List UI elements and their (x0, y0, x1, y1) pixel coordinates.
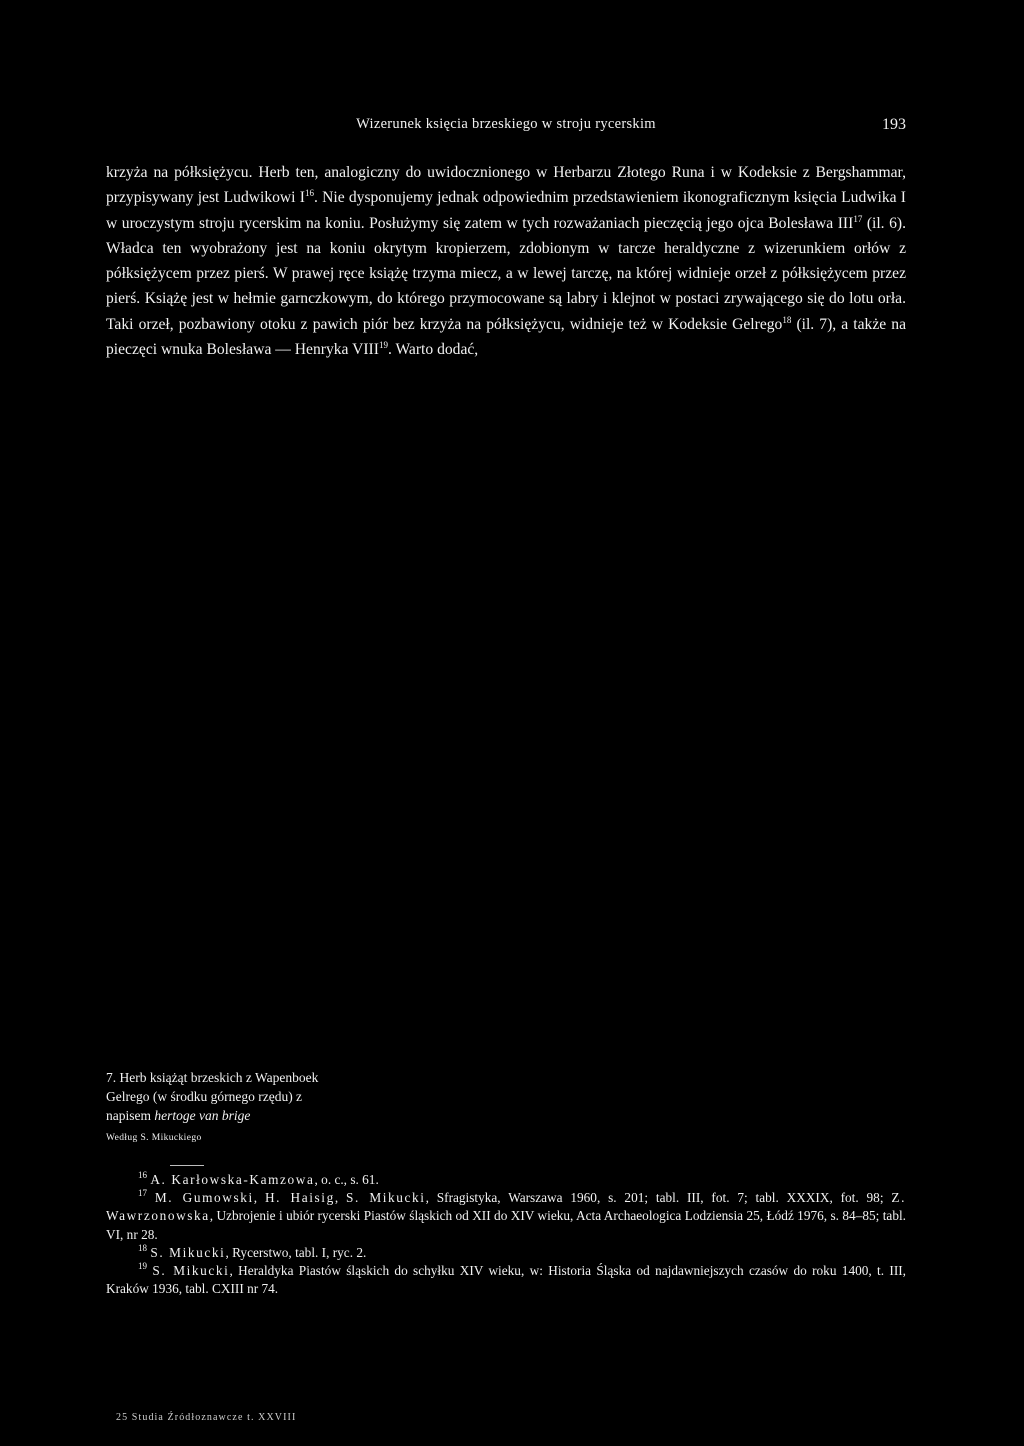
body-text-segment: krzyża na półksiężycu. Herb ten, analogiczny do uwidocznionego w Herbarzu Złotego Runa i w Kodeksie z Bergshammar, przypisywany jest Ludwikowi I (106, 164, 906, 207)
footnote-17 (106, 1189, 906, 1244)
footnote-text: , Heraldyka Piastów śląskich do schyłku XIV wieku, w: Historia Śląska od najdawniejszych czasów do roku 1400, t. III, Kraków 1936, tabl. CXIII nr 74. (106, 1263, 907, 1297)
footnote-number: 17 (138, 1188, 147, 1199)
body-text-segment: . Warto dodać, (387, 341, 479, 359)
footnote-16 (106, 1171, 906, 1189)
footnote-number: 16 (138, 1170, 147, 1180)
footnote-number: 18 (138, 1242, 147, 1253)
body-text-segment: (il. 6). Władca ten wyobrażony jest na koniu okrytym kropierzem, zdobionym w tarcze heraldyczne z wizerunkiem orłów z półksiężycem przez pierś. W prawej ręce książę trzyma miecz, a w lewej tarczę, na której widnieje orzeł z półksiężycem przez pierś. Książę jest w hełmie garnczkowym, do którego przymocowane są labry i klejnot w postaci zrywającego się do lotu orła. Taki orzeł, pozbawiony otoku z pawich piór bez krzyża na półksiężycu, widnieje też w Kodeksie Gelrego (106, 214, 906, 333)
body-text (106, 160, 906, 362)
footnotes (106, 1171, 906, 1298)
footnote-text: , Uzbrojenie i ubiór rycerski Piastów śląskich od XII do XIV wieku, Acta Archaeologica Lodziensia 25, Łódź 1976, s. 84–85; tabl. VI, nr 28. (106, 1208, 906, 1242)
footnote-author: S. Mikucki (150, 1244, 226, 1260)
body-paragraph (106, 160, 906, 362)
caption-text (106, 1068, 346, 1125)
footnote-author: Z. Wawrzonowska (106, 1190, 907, 1224)
footnote-author: M. Gumowski (154, 1190, 254, 1206)
footnote-author: S. Mikucki (345, 1190, 426, 1206)
footnote-ref-17: 17 (853, 213, 863, 224)
page-number: 193 (882, 116, 906, 133)
footnote-ref-16: 16 (304, 188, 314, 199)
footnote-separator: , (253, 1190, 265, 1206)
footnote-separator: , (334, 1190, 346, 1206)
caption-inscription: hertoge van brige (154, 1108, 251, 1123)
footnote-ref-18: 18 (782, 314, 792, 325)
caption-main: 7. Herb książąt brzeskich z Wapenboek Gelrego (w środku górnego rzędu) z napisem (106, 1070, 319, 1123)
footnote-text: , o. c., s. 61. (314, 1172, 379, 1187)
footnote-ref-19: 19 (378, 340, 388, 351)
caption-credit: Według S. Mikuckiego (106, 1133, 202, 1143)
footnote-author: S. Mikucki (152, 1263, 230, 1279)
body-text-segment: . Nie dysponujemy jednak odpowiednim przedstawieniem ikonograficznym księcia Ludwika I w uroczystym stroju rycerskim na koniu. Posłużymy się zatem w tych rozważaniach pieczęcią jego ojca Bolesława III (106, 189, 906, 232)
printer-signature: 25 Studia Źródłoznawcze t. XXVIII (116, 1412, 297, 1423)
footnote-text: , Sfragistyka, Warszawa 1960, s. 201; tabl. III, fot. 7; tabl. XXXIX, fot. 98; (425, 1190, 892, 1206)
footnote-18 (106, 1244, 906, 1262)
footnote-author: H. Haisig (264, 1190, 335, 1206)
figure-caption (106, 1068, 346, 1148)
page-header (106, 116, 906, 140)
body-text-segment: (il. 7), a także na pieczęci wnuka Bolesława — Henryka VIII (106, 315, 907, 359)
footnote-number: 19 (138, 1261, 147, 1272)
footnote-19 (106, 1262, 906, 1298)
footnote-author: A. Karłowska-Kamzowa (150, 1172, 315, 1187)
running-title: Wizerunek księcia brzeskiego w stroju rycerskim (356, 116, 656, 132)
footnote-text: , Rycerstwo, tabl. I, ryc. 2. (225, 1244, 367, 1260)
footnote-divider (170, 1165, 204, 1166)
